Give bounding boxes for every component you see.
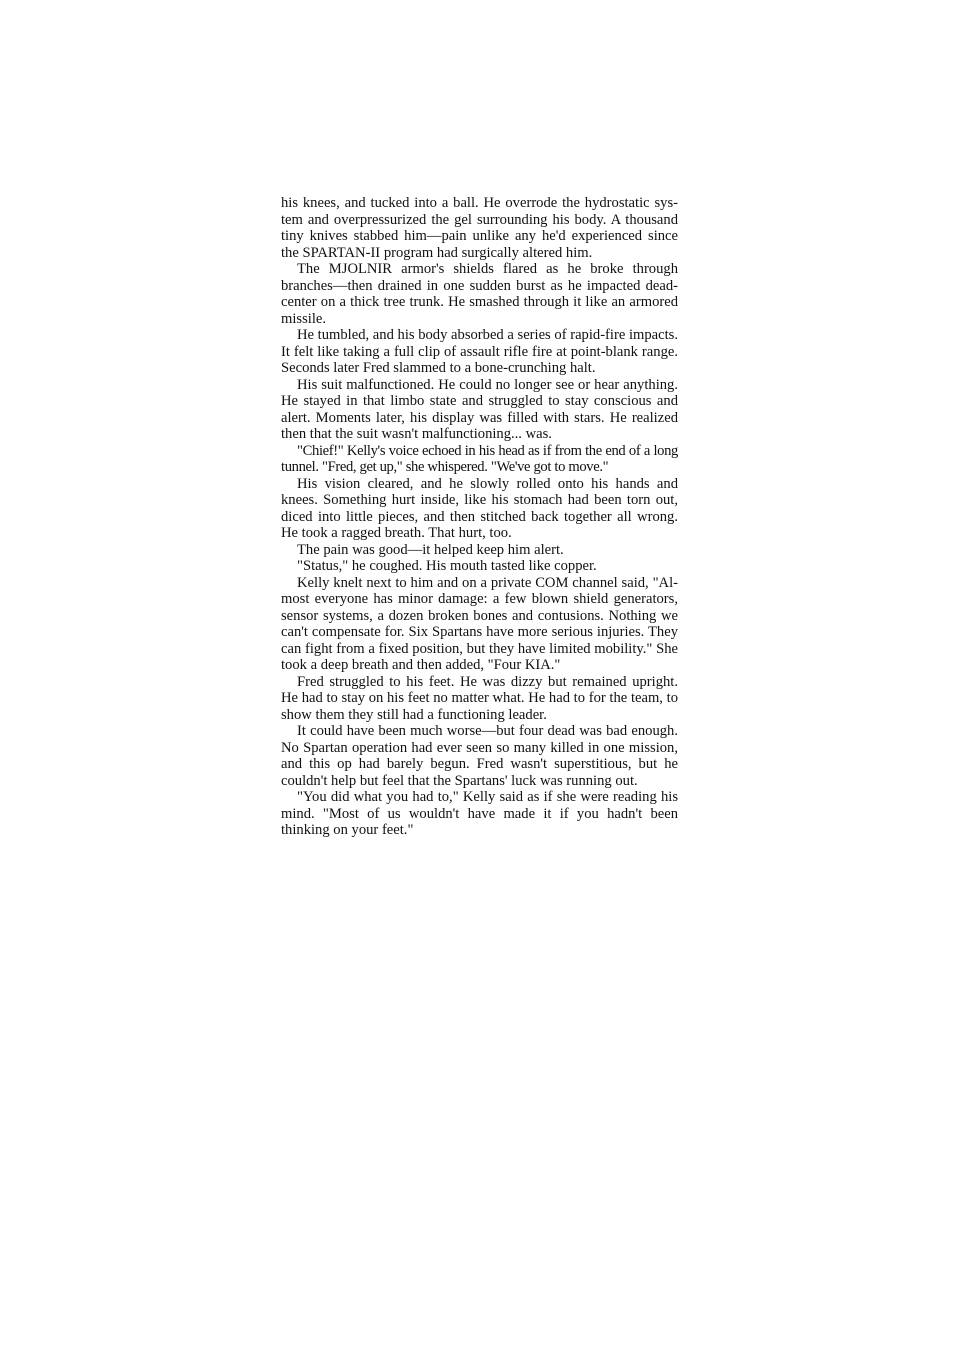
paragraph-6: His vision cleared, and he slowly rolled onto his hands and knees. Something hurt inside, like his stomach had been torn out, diced into little pieces, and then stitched back together all wrong. He took a ragged breath. That hurt, too. — [281, 475, 678, 541]
paragraph-9: Kelly knelt next to him and on a private COM channel said, "Almost everyone has minor damage: a few blown shield generators, sensor systems, a dozen broken bones and contusions. Nothing we can't compensate for. Six Spartans have more serious injuries. They can fight from a fixed position, but they have limited mobility." She took a deep breath and then added, "Four KIA." — [281, 574, 678, 673]
paragraph-7: The pain was good—it helped keep him alert. — [297, 541, 564, 558]
paragraph-5: "Chief!" Kelly's voice echoed in his head as if from the end of a long tunnel. "Fred, get up," she whispered. "We've got to move." — [281, 442, 678, 475]
paragraph-11: It could have been much worse—but four dead was bad enough. No Spartan operation had ever seen so many killed in one mission, and this op had barely begun. Fred wasn't superstitious, but he couldn't help but feel that the Spartans' luck was running out. — [281, 723, 678, 789]
paragraph-8: "Status," he coughed. His mouth tasted like copper. — [297, 558, 597, 574]
paragraph-1: his knees, and tucked into a ball. He overrode the hydrostatic system and overpressurized the gel surrounding his body. A thousand tiny knives stabbed him—pain unlike any he'd experienced since the SPARTAN-II program had surgically altered him. — [281, 195, 678, 261]
paragraph-3: He tumbled, and his body absorbed a series of rapid-fire impacts. It felt like taking a full clip of assault rifle fire at point-blank range. Seconds later Fred slammed to a bone-crunching halt. — [281, 327, 678, 376]
page-text-block — [281, 195, 678, 839]
paragraph-4: His suit malfunctioned. He could no longer see or hear anything. He stayed in that limbo state and struggled to stay conscious and alert. Moments later, his display was filled with stars. He realized then that the suit wasn't malfunctioning... was. — [281, 376, 678, 442]
paragraph-12: "You did what you had to," Kelly said as if she were reading his mind. "Most of us wouldn't have made it if you hadn't been thinking on your feet." — [281, 789, 678, 838]
paragraph-10: Fred struggled to his feet. He was dizzy but remained upright. He had to stay on his feet no matter what. He had to for the team, to show them they still had a functioning leader. — [281, 673, 678, 723]
paragraph-2: The MJOLNIR armor's shields flared as he broke through branches—then drained in one sudden burst as he impacted dead-center on a thick tree trunk. He smashed through it like an armored missile. — [281, 261, 678, 327]
